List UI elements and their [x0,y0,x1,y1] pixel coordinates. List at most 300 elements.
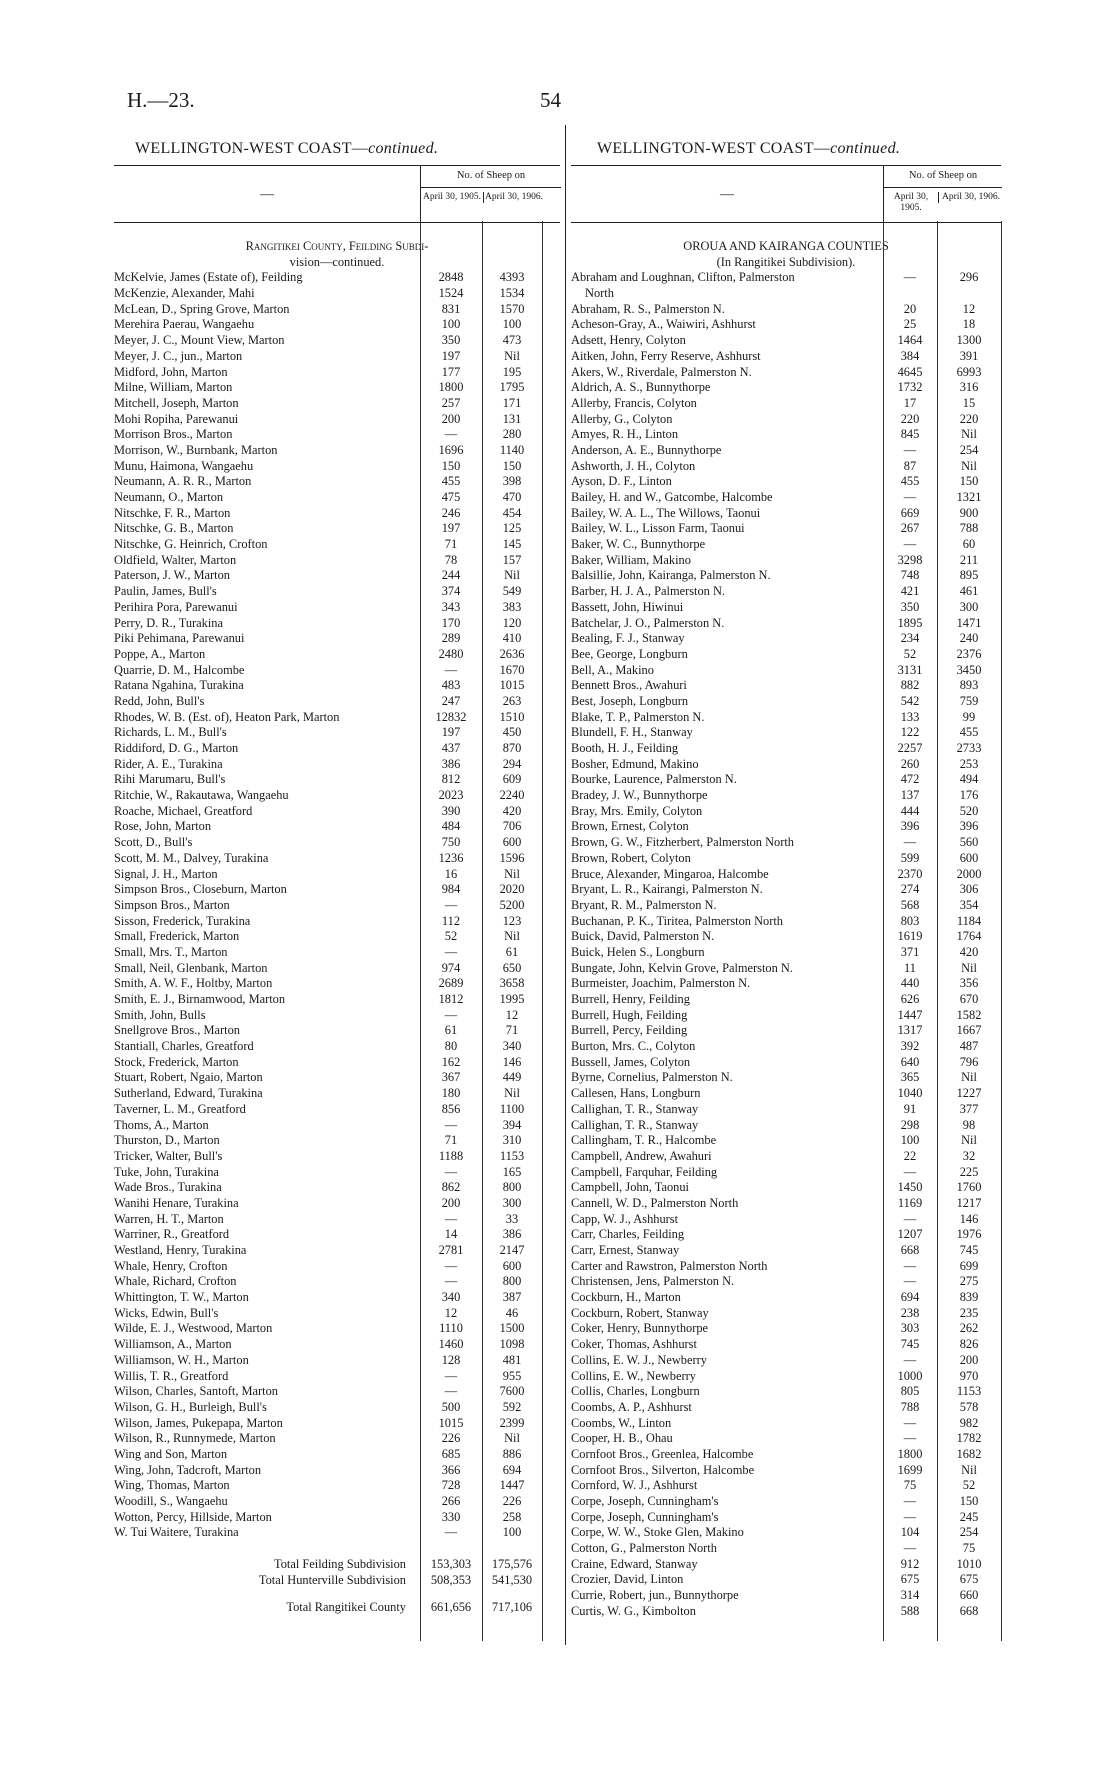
row-value-1906: 470 [502,490,522,505]
row-name: Ayson, D. F., Linton [571,474,672,489]
row-value-1905: 3298 [897,552,923,567]
page-code: H.—23. [127,88,195,112]
row-value-1905: 104 [900,1525,920,1540]
row-value-1906: 1010 [956,1556,982,1571]
row-name: Buick, David, Palmerston N. [571,929,715,944]
row-name: Rhodes, W. B. (Est. of), Heaton Park, Marton [114,709,340,724]
row-value-1906: 125 [502,521,522,536]
right-title [597,140,900,158]
row-value-1906: 1184 [956,913,982,928]
row-value-1906: 520 [959,803,979,818]
row-name: Whale, Henry, Crofton [114,1258,228,1273]
row-value-1905: 260 [900,756,920,771]
row-value-1905: 16 [444,866,458,881]
row-value-1905: 1188 [438,1148,464,1163]
row-value-1905: 1040 [897,1086,923,1101]
row-name: Allerby, G., Colyton [571,411,673,426]
row-name: Aitken, John, Ferry Reserve, Ashhurst [571,348,761,363]
row-value-1906: 455 [959,725,979,740]
row-value-1906: 61 [505,944,519,959]
row-name: Neumann, A. R. R., Marton [114,474,252,489]
row-value-1906: 131 [502,411,522,426]
row-value-1905: — [444,1117,458,1132]
row-name: Ratana Ngahina, Turakina [114,678,244,693]
row-value-1905: 220 [900,411,920,426]
row-name: Sisson, Frederick, Turakina [114,913,251,928]
right-group-label: No. of Sheep on [884,170,1002,188]
row-name: Stock, Frederick, Marton [114,1054,239,1069]
row-value-1905: 1464 [897,333,923,348]
row-name: Perihira Pora, Parewanui [114,599,238,614]
row-value-1905: 668 [900,1243,920,1258]
row-name: Cockburn, H., Marton [571,1290,681,1305]
row-value-1905: 133 [900,709,920,724]
row-name: Signal, J. H., Marton [114,866,218,881]
row-value-1905: 805 [900,1384,920,1399]
row-value-1906: 145 [502,537,522,552]
table-row [114,663,560,679]
row-value-1906: 258 [502,1509,522,1524]
row-name: Brown, G. W., Fitzherbert, Palmerston North [571,835,795,850]
row-value-1906: 5200 [499,897,525,912]
row-value-1905: 694 [900,1290,920,1305]
row-name: Collis, Charles, Longburn [571,1384,700,1399]
table-row [114,412,560,428]
row-value-1906: 253 [959,756,979,771]
row-value-1905: 52 [444,929,458,944]
row-value-1906: 275 [959,1274,979,1289]
row-value-1906: 1300 [956,333,982,348]
row-name: Callighan, T. R., Stanway [571,1117,699,1132]
row-name: Cornford, W. J., Ashhurst [571,1478,698,1493]
row-value-1906: 60 [962,537,976,552]
table-row [114,1321,560,1337]
row-value-1906: 300 [502,1195,522,1210]
row-name: Perry, D. R., Turakina [114,615,223,630]
row-value-1905: 812 [441,772,461,787]
row-value-1905: 267 [900,521,920,536]
row-name: Merehira Paerau, Wangaehu [114,317,255,332]
row-value-1906: 1795 [499,380,525,395]
row-value-1906: 745 [959,1243,979,1258]
row-value-1906: 245 [959,1509,979,1524]
row-name: McLean, D., Spring Grove, Marton [114,301,290,316]
row-name: Wotton, Percy, Hillside, Marton [114,1509,272,1524]
row-name: Quarrie, D. M., Halcombe [114,662,245,677]
row-value-1905: — [444,1384,458,1399]
row-value-1906: Nil [504,1086,520,1101]
row-value-1905: 483 [441,678,461,693]
row-value-1906: 410 [502,631,522,646]
row-name: McKelvie, James (Estate of), Feilding [114,270,303,285]
table-row [114,725,560,741]
row-name: Cotton, G., Palmerston North [571,1541,717,1556]
table-row [114,1353,560,1369]
row-name: Bassett, John, Hiwinui [571,599,684,614]
row-value-1905: 1169 [897,1195,923,1210]
row-value-1905: 1236 [438,850,464,865]
right-table-header [571,165,1001,223]
table-row [114,1494,560,1510]
table-row [114,992,560,1008]
row-value-1906: 982 [959,1415,979,1430]
row-value-1905: 150 [441,458,461,473]
row-name: Curtis, W. G., Kimbolton [571,1603,696,1618]
row-value-1906: 886 [502,1446,522,1461]
right-col-1906-header: April 30, 1906. [938,192,1003,203]
row-value-1906: 1582 [956,1007,982,1022]
row-value-1905: 266 [441,1494,461,1509]
row-name: Batchelar, J. O., Palmerston N. [571,615,725,630]
row-value-1905: 2023 [438,788,464,803]
row-name: Acheson-Gray, A., Waiwiri, Ashhurst [571,317,756,332]
row-name: Buick, Helen S., Longburn [571,944,705,959]
row-value-1905: 350 [441,333,461,348]
row-value-1906: 195 [502,364,522,379]
row-name: Callingham, T. R., Halcombe [571,1133,717,1148]
table-row [114,1039,560,1055]
row-value-1905: — [903,1415,917,1430]
row-name: Simpson Bros., Marton [114,897,230,912]
row-value-1906: 668 [959,1603,979,1618]
column-rule [1001,221,1002,1641]
row-value-1906: 300 [959,599,979,614]
row-value-1905: 100 [900,1133,920,1148]
row-value-1905: 444 [900,803,920,818]
row-name: Williamson, W. H., Marton [114,1352,249,1367]
row-name: Smith, John, Bulls [114,1007,206,1022]
row-value-1906: 396 [959,819,979,834]
row-value-1906: 150 [959,474,979,489]
row-value-1905: 2689 [438,976,464,991]
table-row [114,1212,560,1228]
row-value-1905: 14 [444,1227,458,1242]
row-name: Smith, A. W. F., Holtby, Marton [114,976,273,991]
table-row [114,804,560,820]
row-name: Warriner, R., Greatford [114,1227,230,1242]
row-name: Oldfield, Walter, Marton [114,552,237,567]
row-name: Bradey, J. W., Bunnythorpe [571,788,708,803]
column-rule [420,221,421,1641]
row-value-1906: 1782 [956,1431,982,1446]
row-value-1905: 238 [900,1305,920,1320]
row-value-1906: 541,530 [491,1572,533,1587]
row-name: Poppe, A., Marton [114,646,206,661]
left-col-1905-header: April 30, 1905. [422,192,482,202]
row-name: Mitchell, Joseph, Marton [114,395,239,410]
row-value-1906: 800 [502,1180,522,1195]
row-value-1905: 314 [900,1588,920,1603]
row-name: Tricker, Walter, Bull's [114,1148,223,1163]
table-row [114,380,560,396]
left-title [135,140,438,158]
row-value-1906: 12 [962,301,976,316]
row-name: Barber, H. J. A., Palmerston N. [571,584,726,599]
row-value-1906: 796 [959,1054,979,1069]
row-value-1905: 200 [441,411,461,426]
table-row [114,286,560,302]
table-row [114,1165,560,1181]
row-name: Carr, Charles, Feilding [571,1227,685,1242]
row-value-1905: 2781 [438,1243,464,1258]
row-value-1905: 2257 [897,741,923,756]
row-name: Wilson, R., Runnymede, Marton [114,1431,276,1446]
row-value-1905: 685 [441,1446,461,1461]
row-value-1906: 2636 [499,646,525,661]
row-value-1905: — [903,1164,917,1179]
row-value-1906: 1140 [499,442,525,457]
row-value-1905: 845 [900,427,920,442]
right-particulars-header: — [720,187,734,202]
table-row [114,867,560,883]
table-row [114,537,560,553]
row-value-1906: 32 [962,1148,976,1163]
row-value-1906: 1015 [499,678,525,693]
row-name: Burmeister, Joachim, Palmerston N. [571,976,751,991]
row-value-1906: 377 [959,1101,979,1116]
column-rule [937,221,938,1641]
row-name: Wing, Thomas, Marton [114,1478,230,1493]
row-value-1905: 52 [903,646,917,661]
row-name: Thoms, A., Marton [114,1117,209,1132]
row-value-1905: 669 [900,505,920,520]
left-col-1906-header: April 30, 1906. [484,192,544,202]
row-value-1905: 197 [441,521,461,536]
row-value-1905: 11 [904,960,916,975]
row-name: Rose, John, Marton [114,819,212,834]
row-value-1906: 383 [502,599,522,614]
row-value-1905: 640 [900,1054,920,1069]
row-value-1906: Nil [504,866,520,881]
row-name: Abraham, R. S., Palmerston N. [571,301,725,316]
row-value-1906: 481 [502,1352,522,1367]
row-value-1906: 1670 [499,662,525,677]
row-value-1906: 294 [502,756,522,771]
table-row [114,349,560,365]
table-row [114,1431,560,1447]
row-name: Meyer, J. C., Mount View, Marton [114,333,285,348]
row-value-1906: 391 [959,348,979,363]
table-row [114,1008,560,1024]
row-name: Total Hunterville Subdivision [258,1572,406,1587]
row-name: Balsillie, John, Kairanga, Palmerston N. [571,568,771,583]
row-name: Wade Bros., Turakina [114,1180,222,1195]
row-value-1905: 1800 [897,1446,923,1461]
row-value-1906: 1570 [499,301,525,316]
row-value-1906: 675 [959,1572,979,1587]
row-value-1906: Nil [961,1462,977,1477]
row-value-1906: 387 [502,1290,522,1305]
row-value-1905: 12832 [435,709,467,724]
row-name: Corpe, Joseph, Cunningham's [571,1494,719,1509]
row-value-1905: — [903,537,917,552]
left-group-label: No. of Sheep on [421,170,561,188]
row-name: Small, Mrs. T., Marton [114,944,228,959]
row-value-1906: 2399 [499,1415,525,1430]
row-value-1906: 1153 [956,1384,982,1399]
row-name: Paulin, James, Bull's [114,584,217,599]
row-name: Collins, E. W., Newberry [571,1368,696,1383]
row-value-1906: 254 [959,1525,979,1540]
row-value-1905: 374 [441,584,461,599]
table-row [114,1306,560,1322]
row-value-1906: 650 [502,960,522,975]
row-value-1905: — [444,662,458,677]
row-name: W. Tui Waitere, Turakina [114,1525,239,1540]
row-value-1905: 1699 [897,1462,923,1477]
row-value-1906: 306 [959,882,979,897]
table-row [114,678,560,694]
row-name: Bryant, R. M., Palmerston N. [571,897,717,912]
row-value-1906: 98 [962,1117,976,1132]
row-value-1905: 274 [900,882,920,897]
row-name: Crozier, David, Linton [571,1572,684,1587]
subtotal-row [114,1573,560,1589]
row-value-1905: 384 [900,348,920,363]
row-value-1906: 157 [502,552,522,567]
table-row [114,1243,560,1259]
row-name: Craine, Edward, Stanway [571,1556,698,1571]
row-name: Callighan, T. R., Stanway [571,1101,699,1116]
row-value-1906: 1447 [499,1478,525,1493]
row-value-1905: 2848 [438,270,464,285]
right-title-main: WELLINGTON-WEST COAST— [597,140,831,157]
row-value-1905: 197 [441,348,461,363]
table-row [114,1118,560,1134]
left-title-cont: continued. [368,140,439,157]
row-value-1906: 15 [962,395,976,410]
table-row [114,1086,560,1102]
table-row [114,741,560,757]
row-value-1905: — [903,1494,917,1509]
row-value-1905: 1619 [897,929,923,944]
row-name: Buchanan, P. K., Tiritea, Palmerston North [571,913,784,928]
row-value-1906: 788 [959,521,979,536]
row-value-1905: 298 [900,1117,920,1132]
row-name: Callesen, Hans, Longburn [571,1086,701,1101]
row-value-1905: 80 [444,1039,458,1054]
row-value-1906: 578 [959,1399,979,1414]
row-value-1906: 120 [502,615,522,630]
row-value-1906: 420 [959,944,979,959]
row-value-1906: 146 [502,1054,522,1069]
row-value-1905: 61 [444,1023,458,1038]
row-value-1905: 197 [441,725,461,740]
left-sheep-group [420,166,561,222]
row-name: Carr, Ernest, Stanway [571,1243,680,1258]
row-name: Wilson, James, Pukepapa, Marton [114,1415,283,1430]
row-name: Aldrich, A. S., Bunnythorpe [571,380,711,395]
column-rule [542,221,543,1641]
row-value-1905: 728 [441,1478,461,1493]
row-name: Total Feilding Subdivision [274,1557,406,1572]
row-value-1906: 609 [502,772,522,787]
table-row [114,851,560,867]
table-row [114,788,560,804]
row-value-1906: 893 [959,678,979,693]
row-value-1905: 1207 [897,1227,923,1242]
row-name: Westland, Henry, Turakina [114,1243,247,1258]
row-value-1906: 2147 [499,1243,525,1258]
table-row [114,568,560,584]
row-name: Simpson Bros., Closeburn, Marton [114,882,287,897]
row-value-1906: 200 [959,1352,979,1367]
row-value-1905: — [903,442,917,457]
row-value-1906: 839 [959,1290,979,1305]
row-name: Taverner, L. M., Greatford [114,1101,246,1116]
row-value-1906: Nil [961,427,977,442]
row-name: Coker, Henry, Bunnythorpe [571,1321,709,1336]
row-name: Redd, John, Bull's [114,693,205,708]
row-value-1905: — [903,835,917,850]
row-value-1905: 675 [900,1572,920,1587]
row-value-1906: 450 [502,725,522,740]
row-value-1905: 437 [441,741,461,756]
row-value-1906: 123 [502,913,522,928]
row-value-1905: — [444,1007,458,1022]
row-name: Neumann, O., Marton [114,490,224,505]
row-value-1905: — [444,1164,458,1179]
row-name: Collins, E. W. J., Newberry [571,1352,707,1367]
row-value-1905: — [444,1258,458,1273]
row-value-1905: 122 [900,725,920,740]
row-name: Sutherland, Edward, Turakina [114,1086,263,1101]
table-row [114,1102,560,1118]
row-value-1906: 165 [502,1164,522,1179]
row-name: Adsett, Henry, Colyton [571,333,686,348]
table-row [114,929,560,945]
row-name: Amyes, R. H., Linton [571,427,679,442]
row-value-1905: — [903,1352,917,1367]
row-value-1906: 354 [959,897,979,912]
row-value-1905: — [903,490,917,505]
row-value-1905: 1732 [897,380,923,395]
row-value-1906: 1760 [956,1180,982,1195]
table-row [114,882,560,898]
row-name: Coombs, A. P., Ashhurst [571,1399,692,1414]
row-name: Ritchie, W., Rakautawa, Wangaehu [114,788,289,803]
row-value-1905: 17 [903,395,917,410]
row-value-1905: 475 [441,490,461,505]
row-value-1906: 225 [959,1164,979,1179]
row-value-1905: 1000 [897,1368,923,1383]
table-row [114,1510,560,1526]
row-name: Tuke, John, Turakina [114,1164,219,1179]
row-value-1906: 600 [502,1258,522,1273]
row-value-1905: 1015 [438,1415,464,1430]
row-value-1906: 717,106 [491,1600,533,1615]
row-name: Wanihi Henare, Turakina [114,1195,239,1210]
row-value-1906: 699 [959,1258,979,1273]
row-name: Smith, E. J., Birnamwood, Marton [114,992,286,1007]
row-value-1906: 1227 [956,1086,982,1101]
table-row [114,835,560,851]
row-value-1906: 46 [505,1305,519,1320]
row-name: Anderson, A. E., Bunnythorpe [571,442,722,457]
row-value-1905: 568 [900,897,920,912]
row-name: Small, Frederick, Marton [114,929,240,944]
row-value-1905: 831 [441,301,461,316]
table-row [114,631,560,647]
table-row [114,521,560,537]
row-value-1905: 882 [900,678,920,693]
center-rule [565,125,566,1645]
table-row [114,600,560,616]
row-value-1905: 177 [441,364,461,379]
row-value-1905: 2370 [897,866,923,881]
row-value-1905: 367 [441,1070,461,1085]
row-value-1905: 162 [441,1054,461,1069]
